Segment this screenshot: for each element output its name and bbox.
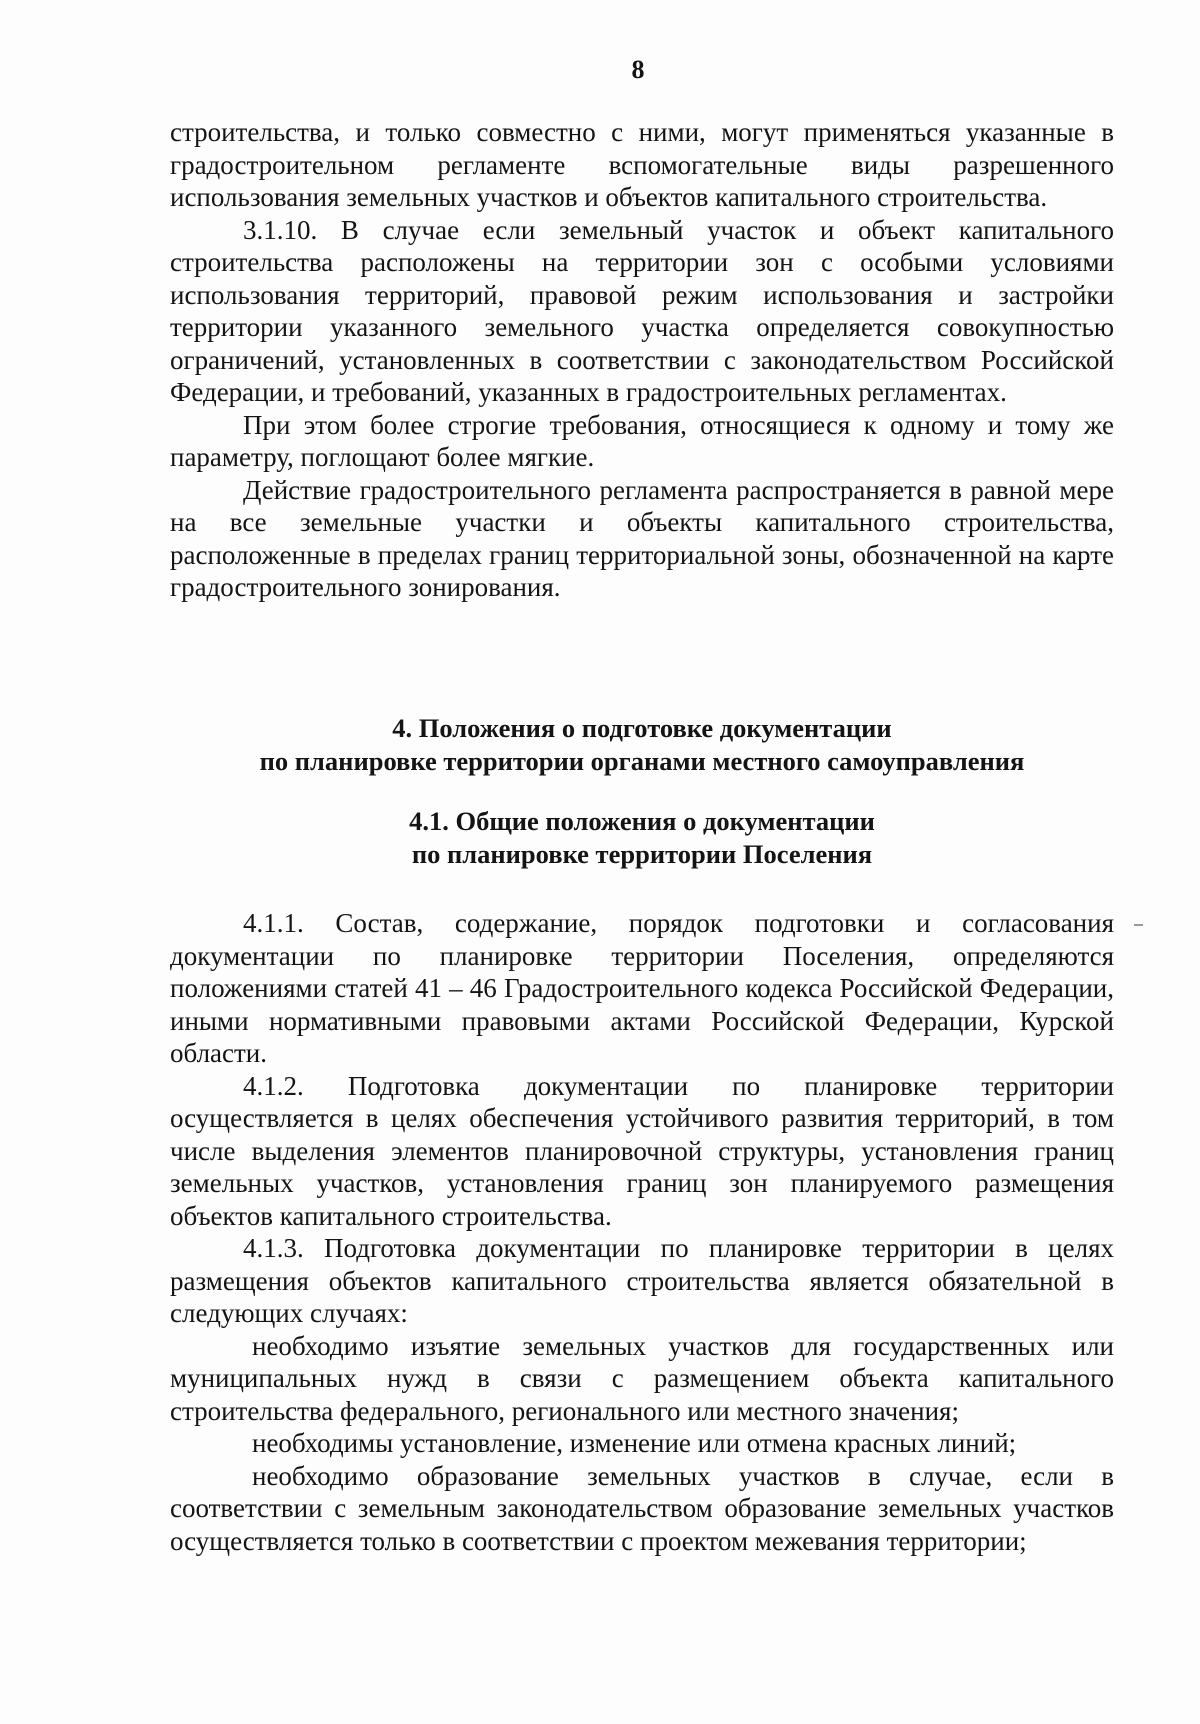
paragraph-4-1-2: 4.1.2. Подготовка документации по планировке территории осуществляется в целях обеспечения устойчивого развития территорий, в том числе выделения элементов планировочной структуры, установления границ земельных участков, установления границ зон планируемого размещения объектов капитального строительства. — [170, 1070, 1114, 1231]
paragraph-strict-requirements: При этом более строгие требования, относящиеся к одному и тому же параметру, поглощают более мягкие. — [170, 409, 1114, 472]
section-heading-4 — [170, 712, 1114, 778]
list-item-red-lines: необходимы установление, изменение или отмена красных линий; — [252, 1428, 1017, 1458]
text-block-section-3 — [170, 116, 1114, 604]
section-heading-4-1-line1: 4.1. Общие положения о документации — [409, 806, 875, 836]
list-item-land-formation: необходимо образование земельных участков в случае, если в соответствии с земельным законодательством образование земельных участков осуществляется только в соответствии с проектом межевания территории; — [170, 1460, 1114, 1556]
paragraph-4-1-1: 4.1.1. Состав, содержание, порядок подготовки и согласования документации по планировке территории Поселения, определяются положениями статей 41 – 46 Градостроительного кодекса Российской Федерации, иными нормативными правовыми актами Российской Федерации, Курской области. — [170, 908, 1114, 1068]
section-heading-4-1-line2: по планировке территории Поселения — [411, 839, 873, 869]
section-heading-4-line1: 4. Положения о подготовке документации — [392, 713, 892, 743]
page-number: 8 — [631, 55, 645, 84]
section-heading-4-line2: по планировке территории органами местного самоуправления — [259, 746, 1025, 776]
scan-speck — [1134, 924, 1143, 926]
paragraph-regulation-scope: Действие градостроительного регламента распространяется в равной мере на все земельные участки и объекты капитального строительства, расположенные в пределах границ территориальной зоны, обозначенной на карте градостроительного зонирования. — [170, 474, 1114, 602]
section-heading-4-1 — [170, 805, 1114, 871]
list-item-land-seizure: необходимо изъятие земельных участков для государственных или муниципальных нужд в связи с размещением объекта капитального строительства федерального, регионального или местного значения; — [170, 1330, 1114, 1426]
paragraph-continuation: строительства, и только совместно с ними, могут применяться указанные в градостроительном регламенте вспомогательные виды разрешенного использования земельных участков и объектов капитального строительства. — [170, 117, 1114, 212]
paragraph-3-1-10: 3.1.10. В случае если земельный участок и объект капитального строительства расположены на территории зон с особыми условиями использования территорий, правовой режим использования и застройки территории указанного земельного участка определяется совокупностью ограничений, установленных в соответствии с законодательством Российской Федерации, и требований, указанных в градостроительных регламентах. — [170, 214, 1114, 407]
paragraph-4-1-3: 4.1.3. Подготовка документации по планировке территории в целях размещения объектов капитального строительства является обязательной в следующих случаях: — [170, 1233, 1114, 1328]
text-block-section-4-1 — [170, 907, 1114, 1557]
